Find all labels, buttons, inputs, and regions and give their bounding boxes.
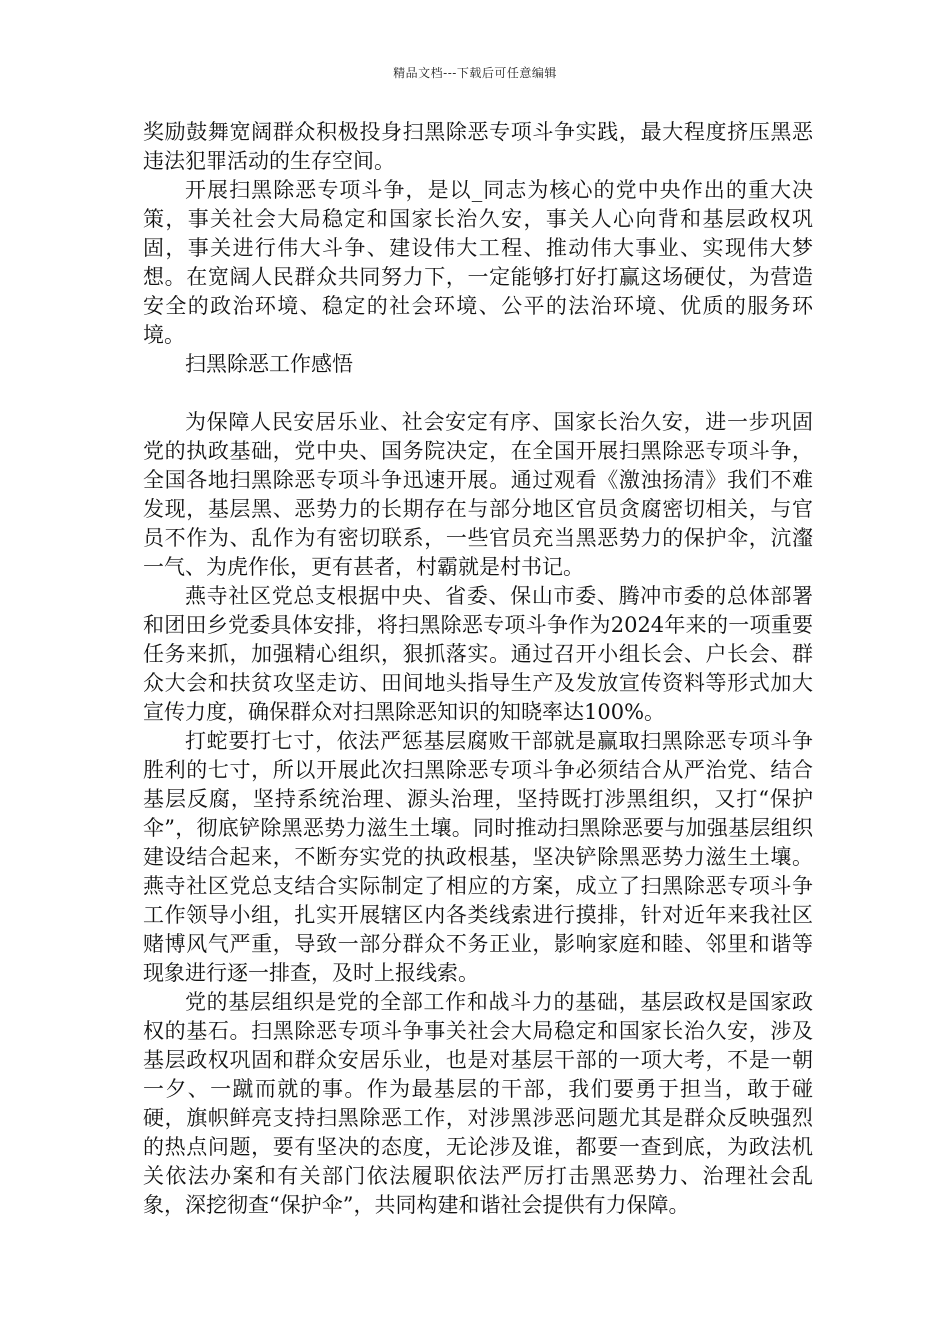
document-body xyxy=(143,118,813,1220)
paragraph-continuation: 奖励鼓舞宽阔群众积极投身扫黑除恶专项斗争实践，最大程度挤压黑恶违法犯罪活动的生存空间。 xyxy=(143,120,813,173)
paragraph-campaign-significance: 开展扫黑除恶专项斗争，是以_同志为核心的党中央作出的重大决策，事关社会大局稳定和国家长治久安，事关人心向背和基层政权巩固，事关进行伟大斗争、建设伟大工程、推动伟大事业、实现伟大梦想。在宽阔人民群众共同努力下，一定能够打好打赢这场硬仗，为营造安全的政治环境、稳定的社会环境、公平的法治环境、优质的服务环境。 xyxy=(143,178,813,347)
section-title: 扫黑除恶工作感悟 xyxy=(185,352,353,376)
page-header: 精品文档---下载后可任意编辑 xyxy=(393,66,557,80)
paragraph-grassroots: 党的基层组织是党的全部工作和战斗力的基础，基层政权是国家政权的基石。扫黑除恶专项斗争事关社会大局稳定和国家长治久安，涉及基层政权巩固和群众安居乐业，也是对基层干部的一项大考，不是一朝一夕、一蹴而就的事。作为最基层的干部，我们要勇于担当，敢于碰硬，旗帜鲜亮支持扫黑除恶工作，对涉黑涉恶问题尤其是群众反映强烈的热点问题，要有坚决的态度，无论涉及谁，都要一查到底，为政法机关依法办案和有关部门依法履职依法严厉打击黑恶势力、治理社会乱象，深挖彻查“保护伞”，共同构建和谐社会提供有力保障。 xyxy=(143,990,813,1217)
paragraph-anti-corruption: 打蛇要打七寸，依法严惩基层腐败干部就是赢取扫黑除恶专项斗争胜利的七寸，所以开展此次扫黑除恶专项斗争必须结合从严治党、结合基层反腐，坚持系统治理、源头治理，坚持既打涉黑组织，又打“保护伞”，彻底铲除黑恶势力滋生土壤。同时推动扫黑除恶要与加强基层组织建设结合起来，不断夯实党的执政根基，坚决铲除黑恶势力滋生土壤。燕寺社区党总支结合实际制定了相应的方案，成立了扫黑除恶专项斗争工作领导小组，扎实开展辖区内各类线索进行摸排，针对近年来我社区赌博风气严重，导致一部分群众不务正业，影响家庭和睦、邻里和谐等现象进行逐一排查，及时上报线索。 xyxy=(143,729,813,985)
paragraph-community-work: 燕寺社区党总支根据中央、省委、保山市委、腾冲市委的总体部署和团田乡党委具体安排，将扫黑除恶专项斗争作为2024年来的一项重要任务来抓，加强精心组织，狠抓落实。通过召开小组长会、户长会、群众大会和扶贫攻坚走访、田间地头指导生产及发放宣传资料等形式加大宣传力度，确保群众对扫黑除恶知识的知晓率达100%。 xyxy=(143,584,813,724)
paragraph-intro: 为保障人民安居乐业、社会安定有序、国家长治久安，进一步巩固党的执政基础，党中央、国务院决定，在全国开展扫黑除恶专项斗争，全国各地扫黑除恶专项斗争迅速开展。通过观看《激浊扬清》我们不难发现，基层黑、恶势力的长期存在与部分地区官员贪腐密切相关，与官员不作为、乱作为有密切联系，一些官员充当黑恶势力的保护伞，沆瀣一气、为虎作伥，更有甚者，村霸就是村书记。 xyxy=(143,410,813,579)
